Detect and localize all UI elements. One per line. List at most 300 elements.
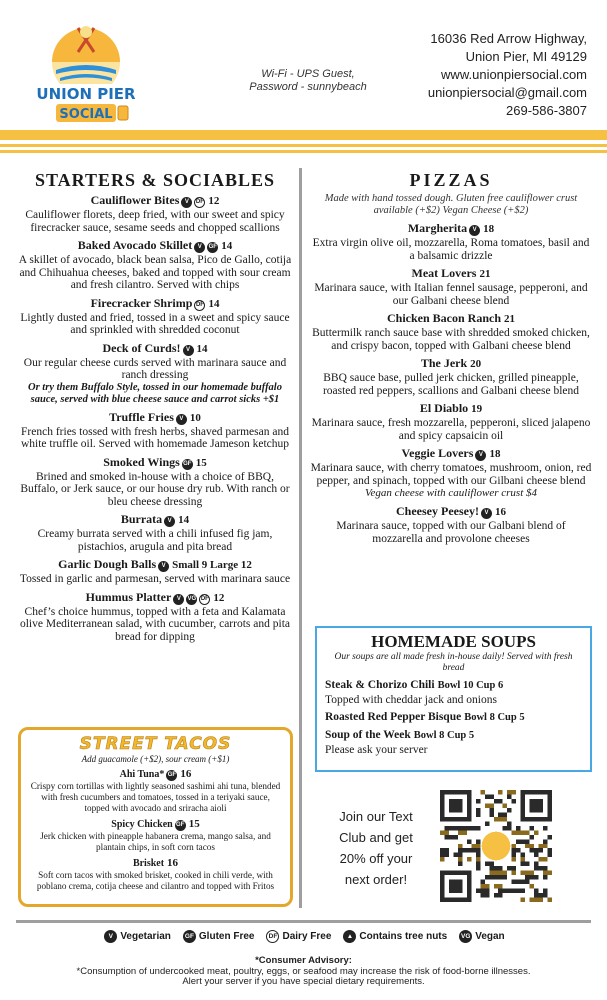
street-tacos-box [18, 727, 293, 907]
qr-module [476, 853, 480, 857]
badge-df-icon: DF [194, 300, 205, 311]
qr-module [449, 826, 453, 830]
qr-module [521, 898, 525, 902]
pizza-item [310, 266, 592, 307]
starter-item-price: 14 [208, 297, 220, 310]
pizza-item-description: Marinara sauce, fresh mozzarella, pepperoni, sliced jalapeno and spicy capsaicin oil [311, 417, 591, 442]
starter-item-price: 12 [208, 195, 220, 207]
qr-module [440, 853, 444, 857]
qr-module [498, 866, 502, 870]
qr-module [548, 853, 552, 857]
qr-module [458, 857, 462, 861]
legend-label: Vegetarian [120, 931, 171, 942]
qr-module [458, 853, 462, 857]
pizza-item-header [310, 311, 592, 327]
soup-item-name: Steak & Chorizo Chili [325, 679, 435, 691]
taco-item-header [29, 768, 282, 781]
qr-module [543, 875, 547, 879]
qr-module [503, 889, 507, 893]
qr-module [534, 848, 538, 852]
starter-item-name: Deck of Curds! [102, 340, 181, 355]
qr-module [489, 794, 493, 798]
badge-v-icon: V [469, 225, 480, 236]
qr-module [521, 839, 525, 843]
qr-module [512, 871, 516, 875]
qr-module [489, 803, 493, 807]
soup-item [325, 710, 582, 725]
qr-module [539, 893, 543, 897]
qr-module [480, 893, 484, 897]
qr-module [498, 893, 502, 897]
badge-gf-icon: GF [175, 820, 186, 831]
tacos-list [29, 768, 282, 892]
qr-module [525, 839, 529, 843]
qr-module [521, 862, 525, 866]
qr-module [512, 853, 516, 857]
starter-item-price: 15 [195, 456, 207, 469]
qr-module [444, 848, 448, 852]
qr-module [530, 799, 543, 812]
qr-module [543, 866, 547, 870]
taco-item-header [29, 857, 282, 870]
pizzas-title: PIZZAS [409, 170, 493, 190]
starter-item-description: Chef’s choice hummus, topped with a feta and Kalamata olive Mediterranean salad, with cucumber, carrots and pita bread for dipping [19, 605, 290, 643]
starter-item-description: Creamy burrata served with a chili infused fig jam, pistachios, arugula and pita bread [37, 528, 273, 553]
pizza-item-name: Cheesey Peesey! [396, 504, 479, 518]
badge-gf-icon: GF [166, 770, 177, 781]
badge-v-icon: V [183, 345, 194, 356]
badge-gf-icon: GF [183, 930, 196, 943]
qr-module [476, 808, 480, 812]
starter-item [16, 557, 294, 586]
pizza-item-header [310, 446, 592, 462]
soups-note: Our soups are all made fresh in-house daily! Served with fresh bread [334, 652, 573, 673]
badge-gf-icon: GF [182, 459, 193, 470]
qr-module [498, 889, 502, 893]
qr-module [489, 875, 493, 879]
stripe-thin-1 [0, 144, 607, 147]
legend-label: Contains tree nuts [359, 931, 448, 942]
soups-list [325, 678, 582, 757]
qr-module [525, 830, 529, 834]
qr-module [458, 844, 462, 848]
pizza-item-description: Buttermilk ranch sauce base with shredded smoked chicken, and crispy bacon, topped with Galbani cheese blend [312, 327, 590, 352]
qr-module [512, 844, 516, 848]
qr-module [512, 880, 516, 884]
starter-item [16, 410, 294, 451]
starter-item-description: Brined and smoked in-house with a choice of BBQ, Buffalo, or Jerk sauce, or our house dry rub. With ranch or bleu cheese dressing [20, 470, 290, 508]
qr-logo-mark [482, 832, 511, 861]
qr-module [503, 871, 507, 875]
badge-v-icon: V [164, 516, 175, 527]
qr-module [453, 835, 457, 839]
pizza-item-description: BBQ sauce base, pulled jerk chicken, grilled pineapple, roasted red peppers, scallions and Galbani cheese blend [322, 372, 580, 397]
text-club-line-2: Club and get [339, 830, 413, 845]
starter-item-name: Firecracker Shrimp [90, 295, 193, 310]
starter-item-header [16, 341, 294, 357]
qr-module [521, 853, 525, 857]
starter-item-description: Cauliflower florets, deep fried, with our sweet and spicy firecracker sauce, sesame seeds and chopped scallions [25, 209, 285, 234]
pizza-item-name: El Diablo [419, 401, 469, 415]
qr-module [543, 871, 547, 875]
qr-module [471, 848, 475, 852]
qr-module [471, 844, 475, 848]
qr-module [458, 830, 462, 834]
qr-module [440, 857, 444, 861]
qr-module [539, 844, 543, 848]
legend-item [102, 931, 171, 942]
taco-item-header [29, 818, 282, 831]
qr-module [458, 862, 462, 866]
pizza-item-price: 18 [489, 448, 501, 460]
qr-module [503, 803, 507, 807]
svg-text:SOCIAL: SOCIAL [59, 107, 113, 122]
taco-item [29, 818, 282, 853]
qr-module [467, 857, 471, 861]
taco-item-name: Brisket [132, 858, 165, 869]
column-divider [299, 168, 302, 908]
qr-module [516, 848, 520, 852]
qr-module [530, 848, 534, 852]
qr-module [503, 875, 507, 879]
qr-module [512, 857, 516, 861]
qr-module [494, 866, 498, 870]
pizza-item [310, 221, 592, 262]
qr-module [444, 853, 448, 857]
pizza-item-header [310, 504, 592, 520]
qr-module [444, 826, 448, 830]
qr-module [494, 871, 498, 875]
qr-module [449, 799, 462, 812]
soups-title: HOMEMADE SOUPS [371, 632, 536, 651]
soup-item-description: Please ask your server [325, 744, 428, 756]
qr-module [521, 871, 525, 875]
pizza-item-description: Extra virgin olive oil, mozzarella, Roma tomatoes, basil and a balsamic drizzle [312, 237, 590, 262]
text-club-promo [326, 806, 426, 890]
consumer-advisory [0, 956, 607, 988]
qr-module [543, 826, 547, 830]
badge-v-icon: V [181, 197, 192, 208]
starter-item-header [16, 557, 294, 573]
qr-module [548, 898, 552, 902]
qr-module [530, 826, 534, 830]
badge-vg-icon: VG [459, 930, 472, 943]
qr-module [530, 871, 534, 875]
qr-module [467, 839, 471, 843]
qr-module [476, 844, 480, 848]
badge-v-icon: V [158, 561, 169, 572]
qr-module [485, 893, 489, 897]
starter-item [16, 512, 294, 553]
qr-module [498, 875, 502, 879]
qr-module [462, 830, 466, 834]
soup-item [325, 728, 582, 757]
pizza-item-name: Chicken Bacon Ranch [386, 311, 502, 325]
starter-item-name: Smoked Wings [103, 454, 180, 469]
starter-item-price: 14 [221, 240, 233, 252]
text-club-line-4: next order! [344, 872, 408, 887]
stripe-thin-2 [0, 150, 607, 153]
soup-item-header [325, 678, 582, 693]
qr-module [444, 835, 448, 839]
badge-v-icon: V [481, 508, 492, 519]
badge-v-icon: V [176, 414, 187, 425]
qr-module [525, 871, 529, 875]
qr-module [525, 862, 529, 866]
taco-item [29, 857, 282, 892]
qr-module [453, 853, 457, 857]
soup-item [325, 678, 582, 707]
qr-module [507, 866, 511, 870]
advisory-line-2: Alert your server if you have special dietary requirements. [182, 976, 425, 987]
badge-df-icon: DF [266, 930, 279, 943]
qr-module [507, 821, 511, 825]
qr-module [516, 826, 520, 830]
qr-module [543, 889, 547, 893]
qr-module [543, 857, 547, 861]
footer-divider [16, 920, 591, 923]
qr-module [539, 866, 543, 870]
starter-item-price: 14 [178, 514, 190, 526]
pizza-item-header [310, 356, 592, 372]
qr-module [440, 848, 444, 852]
starter-item-name: Garlic Dough Balls [58, 557, 157, 571]
soup-item-header [325, 710, 582, 725]
starter-item-header [16, 238, 294, 254]
qr-module [512, 790, 516, 794]
qr-module [476, 826, 480, 830]
pizza-item-name: The Jerk [420, 356, 468, 370]
qr-module [512, 848, 516, 852]
qr-module [449, 835, 453, 839]
qr-module [476, 839, 480, 843]
phone-number: 269-586-3807 [506, 103, 587, 118]
pizza-item-price: 21 [504, 313, 516, 325]
qr-module [485, 794, 489, 798]
qr-module [485, 803, 489, 807]
soup-item-name: Roasted Red Pepper Bisque [325, 711, 462, 723]
qr-module [543, 844, 547, 848]
advisory-title: *Consumer Advisory: [255, 955, 352, 966]
qr-module [485, 875, 489, 879]
pizza-item-extra: Vegan cheese with cauliflower crust $4 [365, 487, 537, 499]
pizza-item-description: Marinara sauce, with Italian fennel sausage, pepperoni, and our Galbani cheese blend [314, 282, 588, 307]
pizza-item-name: Veggie Lovers [401, 446, 474, 460]
taco-item-price: 15 [188, 818, 200, 830]
text-club-line-1: Join our Text [339, 809, 413, 824]
starter-item-name: Cauliflower Bites [90, 193, 180, 207]
advisory-line-1: *Consumption of undercooked meat, poultry, eggs, or seafood may increase the risk of food-borne illnesses. [76, 965, 531, 977]
legend-item [457, 931, 504, 942]
starter-item-description: Lightly dusted and fried, tossed in a sweet and spicy sauce and sprinkled with shredded coconut [20, 311, 290, 336]
qr-module [534, 893, 538, 897]
qr-module [521, 857, 525, 861]
qr-module [512, 889, 516, 893]
qr-module [534, 889, 538, 893]
qr-module [453, 826, 457, 830]
qr-module [489, 866, 493, 870]
soup-item-price: Bowl 8 Cup 5 [413, 730, 475, 741]
qr-module [476, 812, 480, 816]
soup-item-name: Soup of the Week [325, 729, 411, 741]
soup-item-price: Bowl 8 Cup 5 [464, 712, 525, 723]
qr-module [498, 799, 502, 803]
qr-module [534, 853, 538, 857]
qr-module [476, 857, 480, 861]
qr-module [489, 812, 493, 816]
qr-module [516, 839, 520, 843]
address-line-1: 16036 Red Arrow Highway, [430, 31, 587, 46]
qr-module [476, 866, 480, 870]
starter-item-header [16, 193, 294, 209]
pizza-item-description: Marinara sauce, with cherry tomatoes, mushroom, onion, red pepper, and spinach, topped with our Gilbani cheese blend [310, 462, 592, 487]
qr-module [462, 826, 466, 830]
qr-module [440, 830, 444, 834]
starter-item-header [16, 296, 294, 312]
qr-module [516, 880, 520, 884]
taco-item-price: 16 [180, 768, 192, 780]
starter-item-extra: Or try them Buffalo Style, tossed in our homemade buffalo sauce, served with blue cheese sauce and carrot sicks +$1 [28, 381, 282, 405]
pizza-item-price: 20 [470, 358, 482, 370]
starter-item [16, 590, 294, 644]
qr-module [480, 884, 484, 888]
qr-module [489, 862, 493, 866]
soup-item-price: Bowl 10 Cup 6 [437, 680, 504, 691]
badge-vg-icon: VG [186, 594, 197, 605]
qr-module [543, 839, 547, 843]
starter-item-description: Tossed in garlic and parmesan, served with marinara sauce [19, 573, 291, 585]
homemade-soups-box [315, 626, 592, 772]
qr-module [516, 889, 520, 893]
qr-module [525, 880, 529, 884]
qr-module [521, 830, 525, 834]
taco-item [29, 768, 282, 814]
starter-item-header [16, 512, 294, 528]
qr-module [476, 889, 480, 893]
pizza-item [310, 311, 592, 352]
badge-df-icon: DF [194, 197, 205, 208]
pizzas-section [310, 170, 592, 549]
qr-module [503, 826, 507, 830]
starter-item-description: French fries tossed with fresh herbs, shaved parmesan and white truffle oil. Served with homemade Jameson ketchup [20, 425, 290, 450]
badge-v-icon: V [194, 242, 205, 253]
legend-label: Gluten Free [198, 931, 255, 942]
starter-item-name: Burrata [120, 512, 163, 526]
qr-module [530, 835, 534, 839]
dietary-legend [0, 930, 607, 943]
qr-module [525, 875, 529, 879]
qr-module [507, 826, 511, 830]
qr-module [498, 871, 502, 875]
qr-module [444, 830, 448, 834]
union-pier-social-logo [36, 22, 136, 126]
badge-gf-icon: GF [207, 242, 218, 253]
website-link[interactable]: www.unionpiersocial.com [441, 67, 587, 82]
starter-item [16, 455, 294, 509]
street-tacos-note: Add guacamole (+$2), sour cream (+$1) [81, 754, 230, 764]
qr-module [530, 884, 534, 888]
qr-module [539, 898, 543, 902]
qr-module [507, 790, 511, 794]
qr-module [521, 889, 525, 893]
qr-module [534, 875, 538, 879]
badge-v-icon: V [475, 450, 486, 461]
qr-module [530, 898, 534, 902]
street-tacos-title: STREET TACOS [79, 734, 232, 754]
starter-item-price: Small 9 Large 12 [172, 559, 252, 571]
text-club-line-3: 20% off your [339, 851, 413, 866]
starter-item [16, 193, 294, 234]
legend-label: Vegan [475, 931, 505, 942]
qr-module [458, 826, 462, 830]
pizza-item-name: Margherita [407, 221, 468, 235]
starter-item-price: 12 [213, 591, 225, 604]
starter-item-name: Hummus Platter [85, 589, 172, 604]
qr-module [548, 835, 552, 839]
qr-module [530, 875, 534, 879]
taco-item-description: Soft corn tacos with smoked brisket, cooked in chili verde, with poblano crema, cotija cheese and cilantro and topped with Fritos [36, 870, 275, 891]
qr-module [512, 799, 516, 803]
qr-module [507, 808, 511, 812]
svg-text:UNION PIER: UNION PIER [36, 85, 136, 103]
qr-module [489, 871, 493, 875]
address-line-2: Union Pier, MI 49129 [465, 49, 587, 64]
pizza-item-header [310, 266, 592, 282]
pizza-item [310, 446, 592, 500]
qr-module [480, 790, 484, 794]
starter-item [16, 238, 294, 292]
pizza-item [310, 504, 592, 545]
legend-item [181, 931, 255, 942]
qr-module [494, 799, 498, 803]
qr-module [534, 866, 538, 870]
header [0, 0, 607, 130]
pizza-item-price: 16 [494, 506, 506, 518]
pizza-item [310, 356, 592, 397]
starter-item-price: 10 [189, 411, 201, 424]
qr-module [494, 875, 498, 879]
qr-module [539, 848, 543, 852]
qr-module [462, 848, 466, 852]
pizza-item [310, 401, 592, 442]
starters-list [16, 193, 294, 643]
email-link[interactable]: unionpiersocial@gmail.com [427, 85, 587, 100]
qr-code-icon[interactable] [440, 790, 552, 902]
taco-item-price: 16 [167, 857, 179, 869]
qr-module [476, 862, 480, 866]
pizzas-list [310, 221, 592, 545]
qr-module [525, 844, 529, 848]
starters-title: STARTERS & SOCIABLES [34, 170, 276, 190]
badge-v-icon: V [173, 594, 184, 605]
qr-module [467, 826, 471, 830]
taco-item-name: Ahi Tuna* [119, 769, 165, 780]
qr-module [467, 848, 471, 852]
header-stripes [0, 130, 607, 162]
qr-module [548, 871, 552, 875]
qr-module [476, 799, 480, 803]
starter-item-description: Our regular cheese curds served with marinara sauce and ranch dressing [23, 356, 287, 381]
starter-item-name: Baked Avocado Skillet [77, 238, 193, 252]
qr-module [534, 898, 538, 902]
qr-module [539, 857, 543, 861]
badge-nut-icon: ▲ [343, 930, 356, 943]
qr-module [498, 812, 502, 816]
qr-module [489, 808, 493, 812]
qr-module [507, 794, 511, 798]
qr-module [485, 884, 489, 888]
badge-df-icon: DF [199, 594, 210, 605]
